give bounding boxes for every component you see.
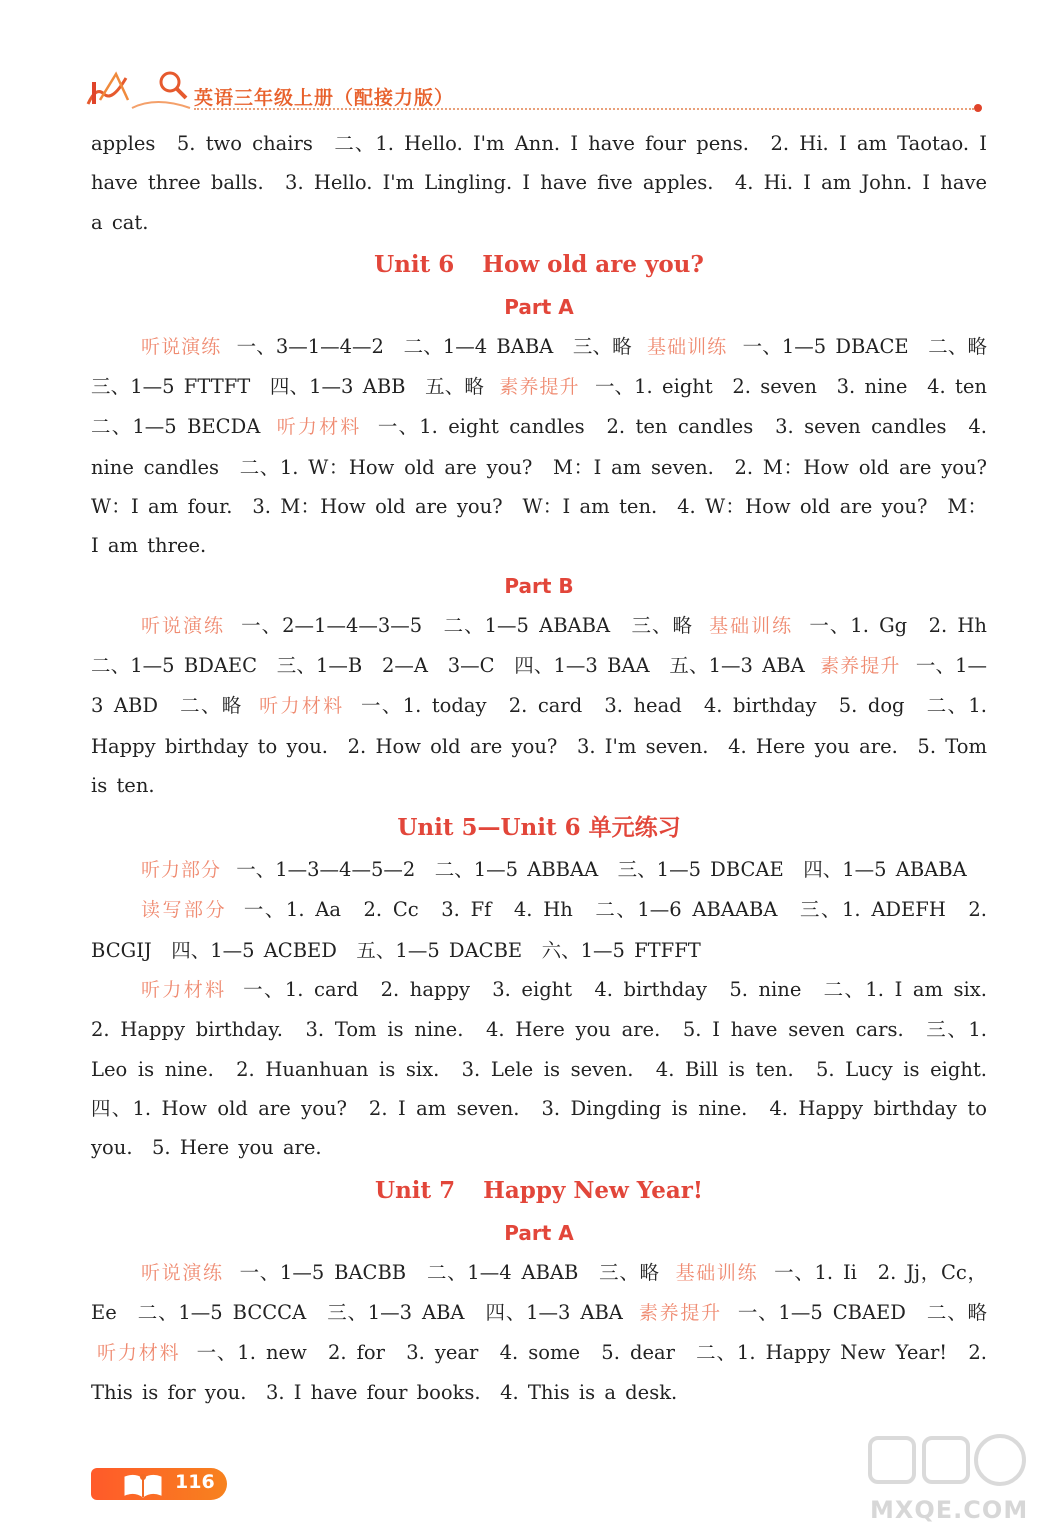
answer-text: 一、1. eight candles 2. ten candles 3. seven candles 4. nine candles 二、1. W：How old are you? M：I am seven. 2. M：How old are you? W：I am four. 3. M：How old are you? W：I am ten. 4. W：How old are you? M：I am three.	[91, 415, 1007, 558]
section-label: 听力材料	[141, 979, 227, 1002]
answer-text: 一、1. card 2. happy 3. eight 4. birthday 5. nine 二、1. I am six. 2. Happy birthday. 3. Tom is nine. 4. Here you are. 5. I have seven cars. 三、1. Leo is nine. 2. Huanhuan is six. 3. Lele is seven. 4. Bill is ten. 5. Lucy is eight. 四、1. How old are you? 2. I am seven. 3. Dingding is nine. 4. Happy birthday to you. 5. Here you are.	[91, 978, 1007, 1160]
header-dotted-rule	[194, 108, 974, 110]
answer-paragraph	[91, 890, 987, 970]
part-a-heading: Part A	[504, 1220, 574, 1245]
unit-5-6-practice-title: Unit 5—Unit 6 单元练习	[397, 814, 681, 842]
section-label: 素养提升	[820, 654, 901, 677]
section-label: 素养提升	[638, 1301, 722, 1324]
book-title: 英语三年级上册（配接力版）	[194, 87, 455, 109]
section-label: 听力材料	[276, 416, 362, 439]
unit-label: Unit 6	[374, 250, 455, 278]
section-label: 听说演练	[141, 614, 225, 637]
watermark-text: MXQE.COM	[870, 1496, 1029, 1524]
answer-paragraph	[91, 850, 987, 890]
answer-text: 一、1. today 2. card 3. head 4. birthday 5. dog 二、1. Happy birthday to you. 2. How old are you? 3. I'm seven. 4. Here you are. 5. Tom is ten.	[91, 694, 987, 797]
part-a-heading: Part A	[504, 294, 574, 319]
answer-text: 一、1—5 DBACE 二、略 三、1—5 FTTFT 四、1—3 ABB 五、略	[91, 334, 1007, 399]
answer-text: 一、1—5 BACBB 二、1—4 ABAB 三、略	[239, 1260, 660, 1284]
section-label: 听力部分	[141, 859, 222, 882]
section-label: 听说演练	[141, 335, 222, 358]
section-label: 听力材料	[259, 695, 345, 718]
section-label: 听力材料	[97, 1342, 181, 1365]
part-b-heading: Part B	[504, 573, 574, 598]
page-header	[86, 64, 986, 114]
answer-text: 一、1—3—4—5—2 二、1—5 ABBAA 三、1—5 DBCAE 四、1—5 ABABA	[236, 858, 967, 882]
answer-paragraph: apples 5. two chairs 二、1. Hello. I'm Ann. I have four pens. 2. Hi. I am Taotao. I have three balls. 3. Hello. I'm Lingling. I have five apples. 4. Hi. I am John. I have a cat.	[91, 132, 987, 234]
unit-label: Unit 7	[375, 1176, 456, 1204]
section-label: 素养提升	[499, 376, 580, 399]
section-label: 读写部分	[141, 899, 228, 922]
answer-paragraph	[91, 606, 1007, 805]
page-number: 116	[175, 1471, 215, 1493]
answer-text: 一、1—5 CBAED 二、略	[737, 1300, 987, 1324]
page-footer	[91, 1468, 231, 1502]
answer-text: 一、2—1—4—3—5 二、1—5 ABABA 三、略	[241, 613, 693, 637]
section-label: 听说演练	[141, 1261, 224, 1284]
answer-paragraph	[91, 970, 1007, 1167]
answer-text: 一、1. Gg 2. Hh 二、1—5 BDAEC 三、1—B 2—A 3—C 四、1—3 BAA 五、1—3 ABA	[91, 613, 1007, 677]
answer-content	[91, 124, 1007, 1413]
answer-text: 一、1—3 ABD 二、略	[91, 653, 987, 718]
answer-text: 一、1. eight 2. seven 3. nine 4. ten 二、1—5 BECDA	[91, 375, 1007, 439]
answer-paragraph	[91, 327, 1007, 566]
magnifier-logo-icon	[86, 64, 196, 112]
answer-text: 一、1. Ii 2. Jj，Cc，Ee 二、1—5 BCCCA 三、1—3 ABA 四、1—3 ABA	[91, 1260, 987, 1324]
unit-6-title	[91, 242, 987, 287]
site-watermark	[862, 1430, 1032, 1530]
section-label: 基础训练	[709, 614, 794, 637]
unit-name: Happy New Year!	[483, 1176, 703, 1204]
answer-text: 一、1. Aa 2. Cc 3. Ff 4. Hh 二、1—6 ABAABA 三、1. ADEFH 2. BCGIJ 四、1—5 ACBED 五、1—5 DACBE 六、1—5 FTFFT	[91, 898, 987, 962]
section-label: 基础训练	[675, 1261, 759, 1284]
unit-7-title	[91, 1168, 987, 1213]
answer-paragraph	[91, 1253, 987, 1413]
answer-text: 一、3—1—4—2 二、1—4 BABA 三、略	[236, 334, 632, 358]
watermark-logo-icon	[862, 1430, 1032, 1496]
book-icon	[121, 1471, 165, 1499]
section-label: 基础训练	[646, 335, 728, 358]
header-dot	[974, 104, 982, 112]
answer-text: 一、1. new 2. for 3. year 4. some 5. dear 二、1. Happy New Year! 2. This is for you. 3. I have four books. 4. This is a desk.	[91, 1341, 987, 1405]
unit-name: How old are you?	[482, 250, 704, 278]
